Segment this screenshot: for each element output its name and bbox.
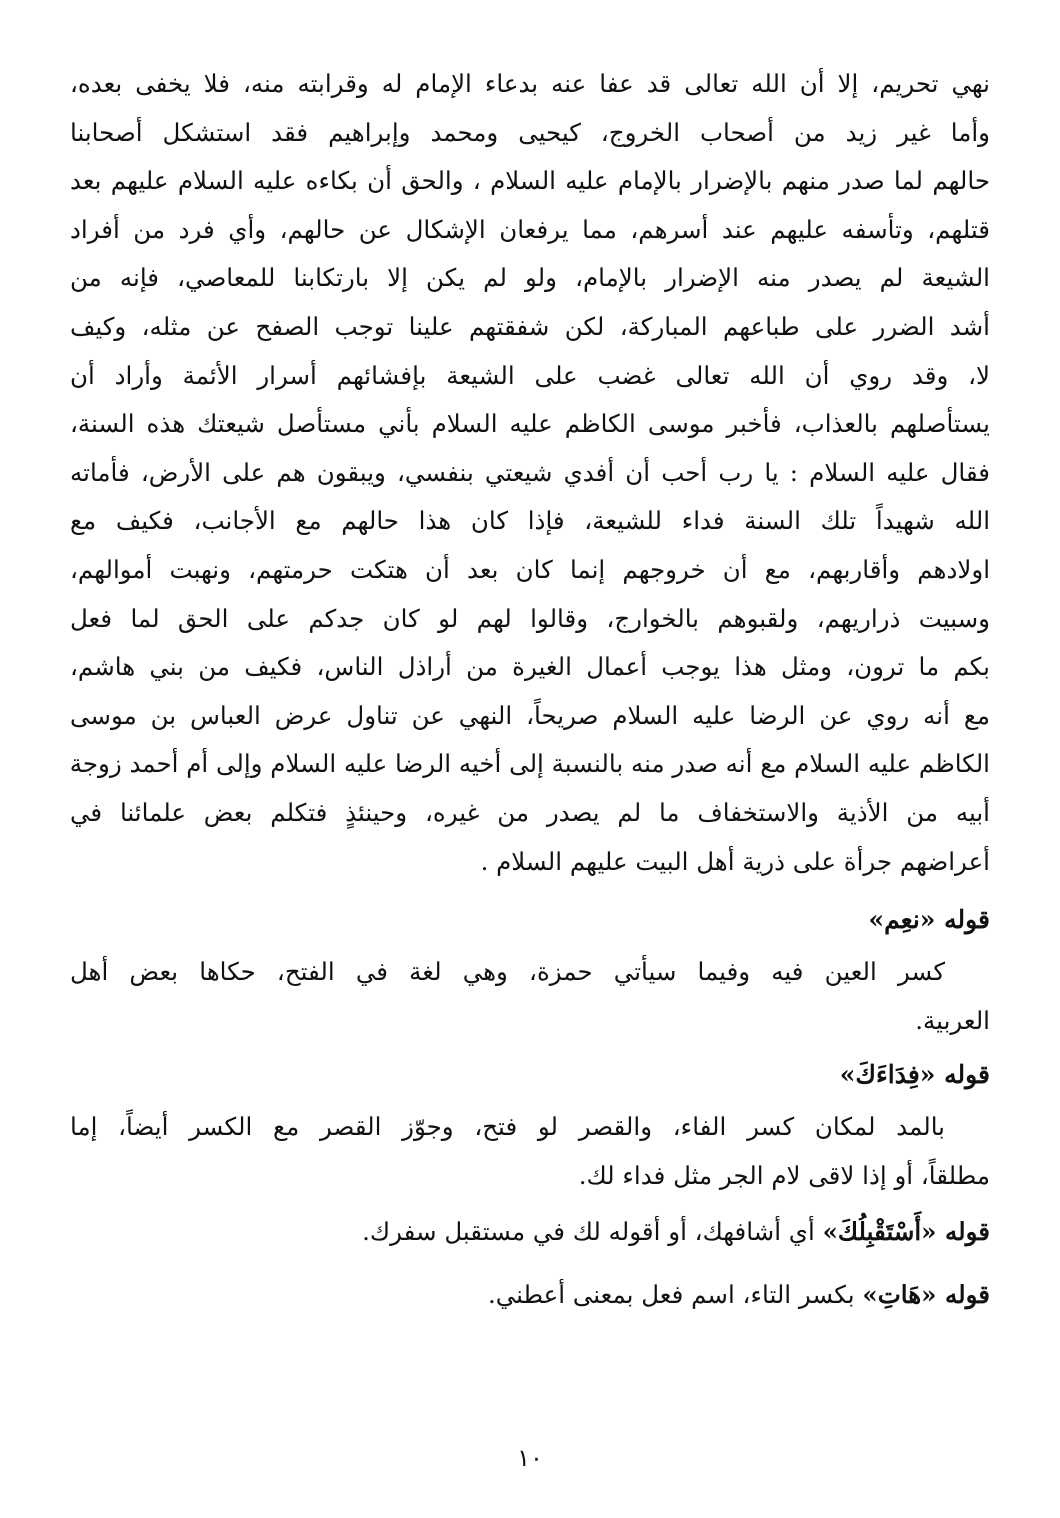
text-line: بالمد لمكان كسر الفاء، والقصر لو فتح، وجوّز القصر مع الكسر أيضاً، إما [70, 1112, 945, 1142]
text-line: قتلهم، وتأسفه عليهم عند أسرهم، مما يرفعان الإشكال عن حالهم، وأي فرد من أفراد [70, 214, 990, 244]
section-haat [70, 1271, 990, 1320]
document-page [70, 60, 990, 1472]
text-line: وأما غير زيد من أصحاب الخروج، كيحيى ومحمد وإبراهيم فقد استشكل أصحابنا [70, 117, 990, 147]
section-heading-naam: قوله «نعِم» [868, 905, 990, 935]
section-heading-haat: قوله «هَاتِ» [862, 1280, 990, 1310]
page-number: ١٠ [517, 1444, 543, 1472]
text-line: بكم ما ترون، ومثل هذا يوجب أعمال الغيرة من أراذل الناس، فكيف من بني هاشم، [70, 652, 990, 682]
section-body-naam [70, 948, 990, 1045]
text-line: العربية. [915, 1005, 990, 1035]
section-body-fidaak [70, 1103, 990, 1200]
text-line: وسبيت ذراريهم، ولقبوهم بالخوارج، وقالوا لهم لو كان جدكم على الحق لما فعل [70, 603, 990, 633]
text-line: فقال عليه السلام : يا رب أحب أن أفدي شيعتي بنفسي، ويبقون هم على الأرض، فأماته [70, 457, 990, 487]
main-paragraph [70, 60, 990, 886]
section-heading-fidaak: قوله «فِدَاءَكَ» [839, 1060, 990, 1090]
text-line: نهي تحريم، إلا أن الله تعالى قد عفا عنه بدعاء الإمام له وقرابته منه، فلا يخفى بعده، [70, 69, 990, 98]
section-body-haat: بكسر التاء، اسم فعل بمعنى أعطني. [487, 1280, 863, 1310]
text-line: حالهم لما صدر منهم بالإضرار بالإمام عليه السلام ، والحق أن بكاءه عليه السلام عليهم بعد [70, 166, 990, 196]
section-heading-istaqbiluk: قوله «أَسْتَقْبِلُكَ» [822, 1217, 990, 1247]
text-line: أعراضهم جرأة على ذرية أهل البيت عليهم السلام . [480, 846, 990, 876]
section-body-istaqbiluk: أي أشافهك، أو أقوله لك في مستقبل سفرك. [362, 1217, 823, 1247]
text-line: مع أنه روي عن الرضا عليه السلام صريحاً، النهي عن تناول عرض العباس بن موسى [70, 700, 990, 730]
text-line: مطلقاً، أو إذا لاقى لام الجر مثل فداء لك. [578, 1160, 990, 1190]
text-line: لا، وقد روي أن الله تعالى غضب على الشيعة بإفشائهم أسرار الأئمة وأراد أن [70, 360, 990, 390]
text-line: أبيه من الأذية والاستخفاف ما لم يصدر من غيره، وحينئذٍ فتكلم بعض علمائنا في [70, 797, 990, 827]
section-istaqbiluk [70, 1208, 990, 1257]
text-line: أشد الضرر على طباعهم المباركة، لكن شفقتهم علينا توجب الصفح عن مثله، وكيف [70, 311, 990, 341]
text-line: اولادهم وأقاربهم، مع أن خروجهم إنما كان بعد أن هتكت حرمتهم، ونهبت أموالهم، [70, 554, 990, 584]
text-line: الكاظم عليه السلام مع أنه صدر منه بالنسبة إلى أخيه الرضا عليه السلام وإلى أم أحمد زوجة [70, 749, 990, 779]
text-line: الله شهيداً تلك السنة فداء للشيعة، فإذا كان هذا حالهم مع الأجانب، فكيف مع [70, 506, 990, 536]
text-line: الشيعة لم يصدر منه الإضرار بالإمام، ولو لم يكن إلا بارتكابنا للمعاصي، فإنه من [70, 263, 990, 293]
text-line: كسر العين فيه وفيما سيأتي حمزة، وهي لغة في الفتح، حكاها بعض أهل [70, 957, 945, 987]
text-line: يستأصلهم بالعذاب، فأخبر موسى الكاظم عليه السلام بأني مستأصل شيعتك هذه السنة، [70, 409, 990, 439]
